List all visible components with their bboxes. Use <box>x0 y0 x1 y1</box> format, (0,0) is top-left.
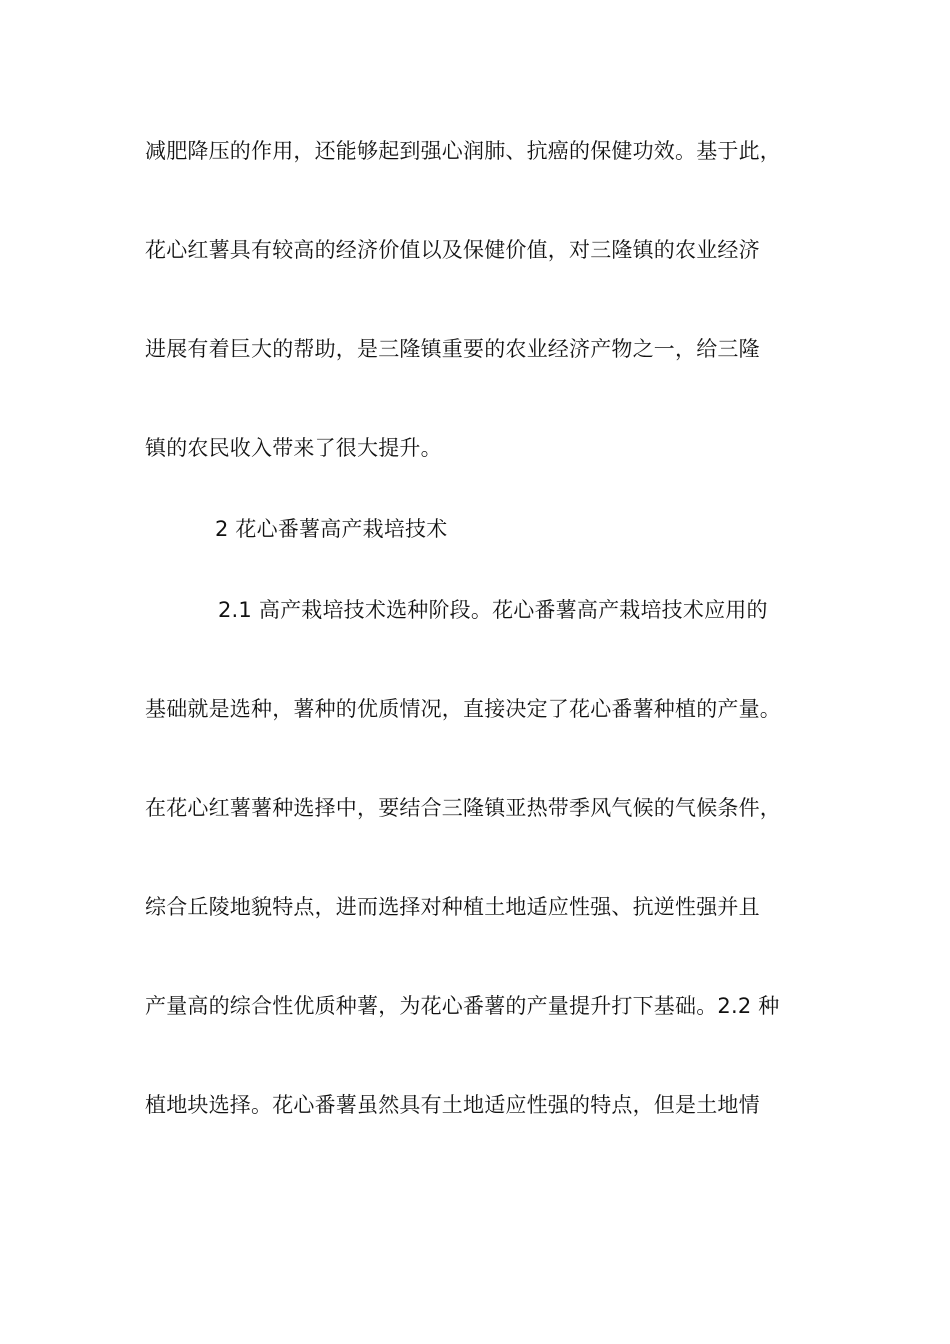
body-text-line: 在花心红薯薯种选择中，要结合三隆镇亚热带季风气候的气候条件， <box>145 796 781 820</box>
body-text-line: 基础就是选种，薯种的优质情况，直接决定了花心番薯种植的产量。 <box>145 697 781 721</box>
body-text-line: 综合丘陵地貌特点，进而选择对种植土地适应性强、抗逆性强并且 <box>145 895 760 919</box>
body-text-line: 产量高的综合性优质种薯，为花心番薯的产量提升打下基础。2.2 种 <box>145 994 780 1018</box>
body-text-line: 进展有着巨大的帮助，是三隆镇重要的农业经济产物之一，给三隆 <box>145 337 760 361</box>
subsection-text-line: 2.1 高产栽培技术选种阶段。花心番薯高产栽培技术应用的 <box>218 598 768 622</box>
section-heading: 2 花心番薯高产栽培技术 <box>215 517 448 541</box>
body-text-line: 花心红薯具有较高的经济价值以及保健价值，对三隆镇的农业经济 <box>145 238 760 262</box>
body-text-line: 镇的农民收入带来了很大提升。 <box>145 436 442 460</box>
body-text-line: 植地块选择。花心番薯虽然具有土地适应性强的特点，但是土地情 <box>145 1093 760 1117</box>
body-text-line: 减肥降压的作用，还能够起到强心润肺、抗癌的保健功效。基于此， <box>145 139 781 163</box>
